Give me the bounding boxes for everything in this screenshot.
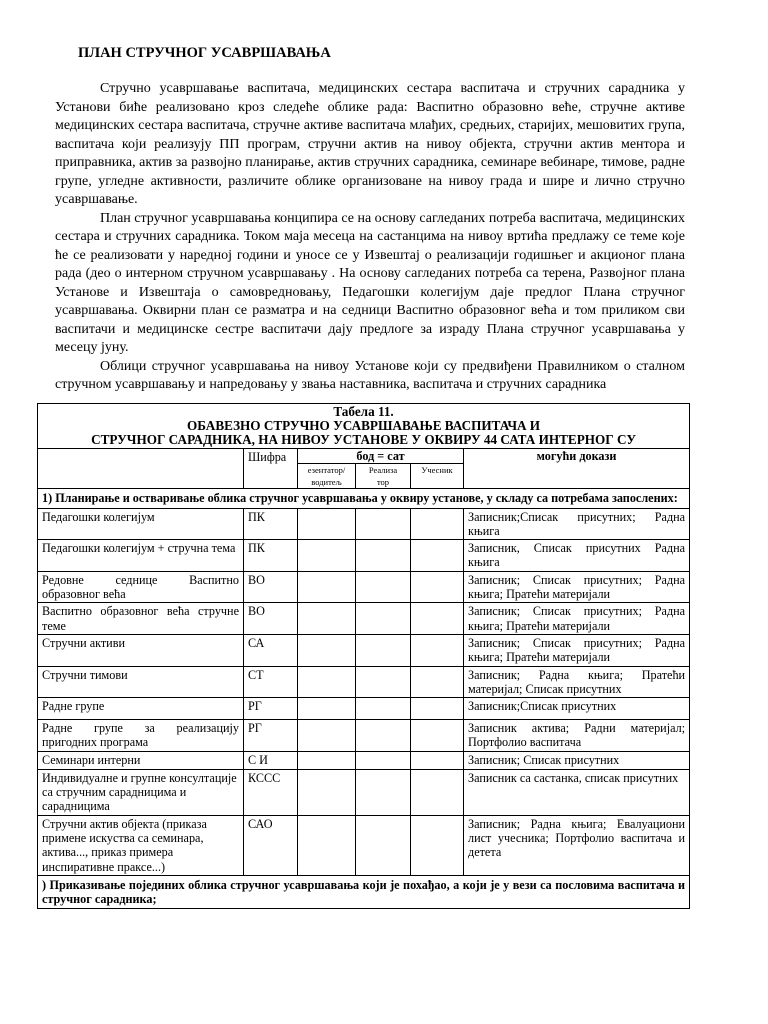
row-name: Стручни активи	[38, 634, 244, 666]
page-title: ПЛАН СТРУЧНОГ УСАВРШАВАЊА	[78, 45, 331, 61]
section-1-title: 1) Планирање и остваривање облика стручног усавршавања у оквиру установе, у складу са потребама запослених:	[38, 489, 690, 508]
row-name: Радне групе за реализацију пригодних програма	[38, 720, 244, 752]
row-name: Педагошки колегијум + стручна тема	[38, 540, 244, 572]
section-2-title: ) Приказивање појединих облика стручног усавршавања који је похађао, а који је у вези са пословима васпитача и стручног сарадника;	[38, 875, 690, 909]
row-code: ПК	[244, 508, 298, 540]
row-evidence: Записник; Радна књига; Пратећи материјал; Списак присутних	[464, 666, 690, 698]
row-evidence: Записник са састанка, списак присутних	[464, 769, 690, 815]
subheader-participant: Учесник	[411, 464, 464, 489]
row-code: РГ	[244, 698, 298, 720]
row-name: Индивидуалне и групне консултације са стручним сарадницима и сарадницима	[38, 769, 244, 815]
table-heading-line1: ОБАВЕЗНО СТРУЧНО УСАВРШАВАЊЕ ВАСПИТАЧА И	[187, 418, 541, 433]
row-code: РГ	[244, 720, 298, 752]
body-text	[55, 80, 685, 395]
table-row	[38, 571, 690, 603]
row-code: ВО	[244, 571, 298, 603]
row-evidence: Записник актива; Радни материјал; Портфолио васпитача	[464, 720, 690, 752]
row-name: Стручни тимови	[38, 666, 244, 698]
row-evidence: Записник; Списак присутних; Радна књига; Пратећи материјали	[464, 634, 690, 666]
row-code: ПК	[244, 540, 298, 572]
header-code: Шифра	[244, 449, 298, 489]
section-row	[38, 875, 690, 909]
table-row	[38, 508, 690, 540]
row-evidence: Записник, Списак присутних Радна књига	[464, 540, 690, 572]
paragraph: Стручно усавршавање васпитача, медицинских сестара васпитача и стручних сарадника у Установи биће реализовано кроз следеће облике рада: Васпитно образовно веће, стручне активе медицинских сестара васпитача, стручне активе васпитача млађих, средњих, старијих, мешовитих група, васпитача који реализују ПП програм, стручни актив на нивоу објекта, стручни актив ментора и приправника, актив за развојно планирање, актив стручних сарадника, семинаре вебинаре, тимове, радне групе, угледне активности, различите облике организоване на нивоу града и шире и лично стручно усавршавање.	[55, 81, 685, 207]
table-row	[38, 698, 690, 720]
row-evidence: Записник; Списак присутних	[464, 751, 690, 769]
subheader-realizer: Реализа тор	[356, 464, 411, 489]
row-evidence: Записник;Списак присутних; Радна књига	[464, 508, 690, 540]
row-name: Редовне седнице Васпитно образовног већа	[38, 571, 244, 603]
training-table	[37, 403, 690, 909]
row-name: Васпитно образовног већа стручне теме	[38, 603, 244, 635]
paragraph: План стручног усавршавања конципира се на основу сагледаних потреба васпитача, медицинских сестара и стручних сарадника. Током маја месеца на састанцима на нивоу вртића предлажу се теме које ће се реализовати у наредној години и уносе се у Извештај о реализацији годишњег и акционог плана рада (део о интерном стручном усавршавању . На основу сагледаних потреба са терена, Развојног плана Установе и Извештаја о самовредновању, Педагошки колегијум даје предлог Плана стручног усавршавања. Оквирни план се разматра и на седници Васпитно образовног већа и том приликом сви васпитачи и медицинске сестре васпитачи дају предлоге за израду Плана стручног усавршавања у месецу јуну.	[55, 210, 685, 355]
table-row	[38, 666, 690, 698]
row-name: Педагошки колегијум	[38, 508, 244, 540]
table-number: Табела 11.	[333, 404, 394, 419]
header-points: бод = сат	[298, 449, 464, 464]
row-code: САО	[244, 815, 298, 875]
table-row	[38, 603, 690, 635]
paragraph: Облици стручног усавршавања на нивоу Установе који су предвиђени Правилником о сталном стручном усавршавању и напредовању у звања наставника, васпитача и стручних сарадника	[55, 358, 685, 392]
table-row	[38, 720, 690, 752]
table-row	[38, 751, 690, 769]
row-code: С И	[244, 751, 298, 769]
row-code: КССС	[244, 769, 298, 815]
table-caption-row	[38, 404, 690, 449]
table-heading-line2: СТРУЧНОГ САРАДНИКА, НА НИВОУ УСТАНОВЕ У ОКВИРУ 44 САТА ИНТЕРНОГ СУ	[91, 432, 636, 447]
table-header-row	[38, 449, 690, 464]
subheader-presenter: езентатор/ водитељ	[298, 464, 356, 489]
table-row	[38, 769, 690, 815]
table-row	[38, 540, 690, 572]
row-evidence: Записник;Списак присутних	[464, 698, 690, 720]
row-evidence: Записник; Списак присутних; Радна књига; Пратећи материјали	[464, 603, 690, 635]
row-code: СА	[244, 634, 298, 666]
row-evidence: Записник; Радна књига; Евалуациони лист учесника; Портфолио васпитача и детета	[464, 815, 690, 875]
row-code: СТ	[244, 666, 298, 698]
section-row	[38, 489, 690, 508]
row-name: Семинари интерни	[38, 751, 244, 769]
table-row	[38, 815, 690, 875]
header-evidence: могући докази	[464, 449, 690, 489]
row-name: Стручни актив објекта (приказа примене искуства са семинара, актива..., приказ примера инспиративне праксе...)	[38, 815, 244, 875]
row-evidence: Записник; Списак присутних; Радна књига; Пратећи материјали	[464, 571, 690, 603]
row-name: Радне групе	[38, 698, 244, 720]
table-caption	[38, 404, 690, 449]
row-code: ВО	[244, 603, 298, 635]
table-row	[38, 634, 690, 666]
